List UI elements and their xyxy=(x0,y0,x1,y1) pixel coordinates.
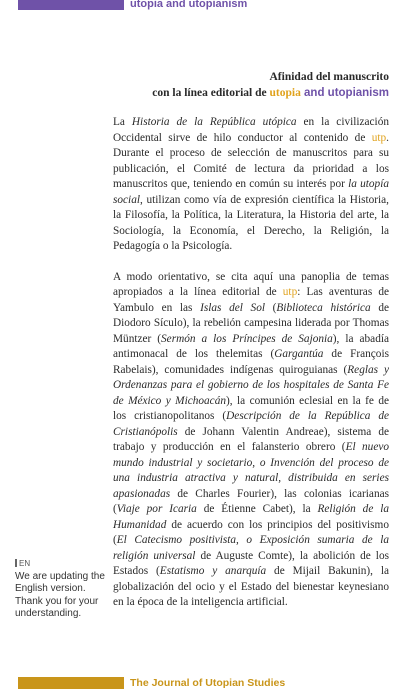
italic-text: El nuevo mundo industrial y societario, o Invención del proceso de una industria atractiva y natural, distribuida en series apasionadas xyxy=(113,441,390,500)
language-bar-icon xyxy=(15,559,17,567)
text: en la civilización Occidental sirve de hilo conductor al contenido de xyxy=(113,116,389,144)
language-tag[interactable] xyxy=(15,558,105,571)
article-body xyxy=(113,115,389,626)
text: de Johann Valentin Andreae), sistema de trabajo y producción en el falansterio obrero ( xyxy=(113,425,389,453)
bottom-accent-bar xyxy=(18,677,124,689)
heading-utopia: utopia xyxy=(269,87,301,99)
text: de François Rabelais), comunidades indígenas quiroguianas ( xyxy=(113,348,389,376)
utp-acronym: utp xyxy=(282,286,298,298)
text: , utilizan como vía de expresión científica la Historia, la Filosofía, la Política, la Literatura, la Historia del arte, la Sociología, la Economía, el Derecho, la Religión, la Pedagogía o la Psicología. xyxy=(113,193,389,252)
text: : Las aventuras de Yambulo en las xyxy=(113,286,390,314)
text: de Étienne Cabet), la xyxy=(196,503,318,515)
italic-text: Sermón a los Príncipes de Sajonia xyxy=(161,332,333,345)
italic-text: El Catecismo positivista, o Exposición sumaria de la religión universal xyxy=(113,534,389,562)
site-title[interactable]: utopia and utopianism xyxy=(130,0,248,10)
italic-text: Descripción de la República de Cristianópolis xyxy=(113,410,389,438)
language-notice xyxy=(15,558,105,621)
section-heading xyxy=(109,69,389,101)
italic-text: la utopía social xyxy=(113,178,389,206)
text: La xyxy=(113,116,132,128)
text: ), la abadía antimonacal de los thelemitas ( xyxy=(113,332,389,360)
italic-text: Religión de la Humanidad xyxy=(113,503,390,531)
language-code: EN xyxy=(19,559,31,568)
text: de Diodoro Sículo), la rebelión campesina liderada por Thomas Müntzer ( xyxy=(113,301,389,345)
language-notice-text: We are updating the English version. Thank you for your understanding. xyxy=(15,570,105,619)
italic-text: Reglas y Ordenanzas para el gobierno de los hospitales de Santa Fe de México y Michoacán xyxy=(113,363,389,407)
paragraph-2 xyxy=(113,270,389,611)
text: de Auguste Comte), la abolición de los Estados ( xyxy=(113,549,389,577)
text: A modo orientativo, se cita aquí una panoplia de temas apropiados a la línea editorial de xyxy=(113,270,389,298)
italic-text: Islas del Sol xyxy=(200,301,265,314)
heading-utopianism: and utopianism xyxy=(300,87,389,99)
heading-line-2 xyxy=(109,85,389,101)
italic-text: Biblioteca histórica xyxy=(276,301,371,314)
text: de Mijail Bakunin), la globalización del ocio y el Estado del bienestar keynesiano en la época de la inteligencia artificial. xyxy=(113,565,389,608)
text: ), la comunión eclesial en la fe de los cristianopolitanos ( xyxy=(113,394,389,422)
italic-text: Viaje por Icaria xyxy=(116,503,197,515)
top-accent-bar xyxy=(18,0,124,10)
italic-text: Estatismo y anarquía xyxy=(159,565,267,577)
text: . Durante el proceso de selección de manuscritos para su publicación, el Comité de lectura da prioridad a los manuscritos que, teniendo en común su interés por xyxy=(113,131,389,190)
text: de Charles Fourier), las colonias icarianas ( xyxy=(113,487,389,515)
utp-acronym: utp xyxy=(371,131,387,144)
text: ( xyxy=(264,301,277,314)
heading-prefix: con la línea editorial de xyxy=(152,87,270,99)
italic-text: Historia de la República utópica xyxy=(131,116,297,128)
italic-text: Gargantúa xyxy=(274,348,324,360)
heading-line-1: Afinidad del manuscrito xyxy=(269,71,389,83)
text: de acuerdo con los principios del positivismo ( xyxy=(113,518,389,546)
paragraph-1 xyxy=(113,115,389,255)
journal-title[interactable]: The Journal of Utopian Studies xyxy=(130,677,286,689)
